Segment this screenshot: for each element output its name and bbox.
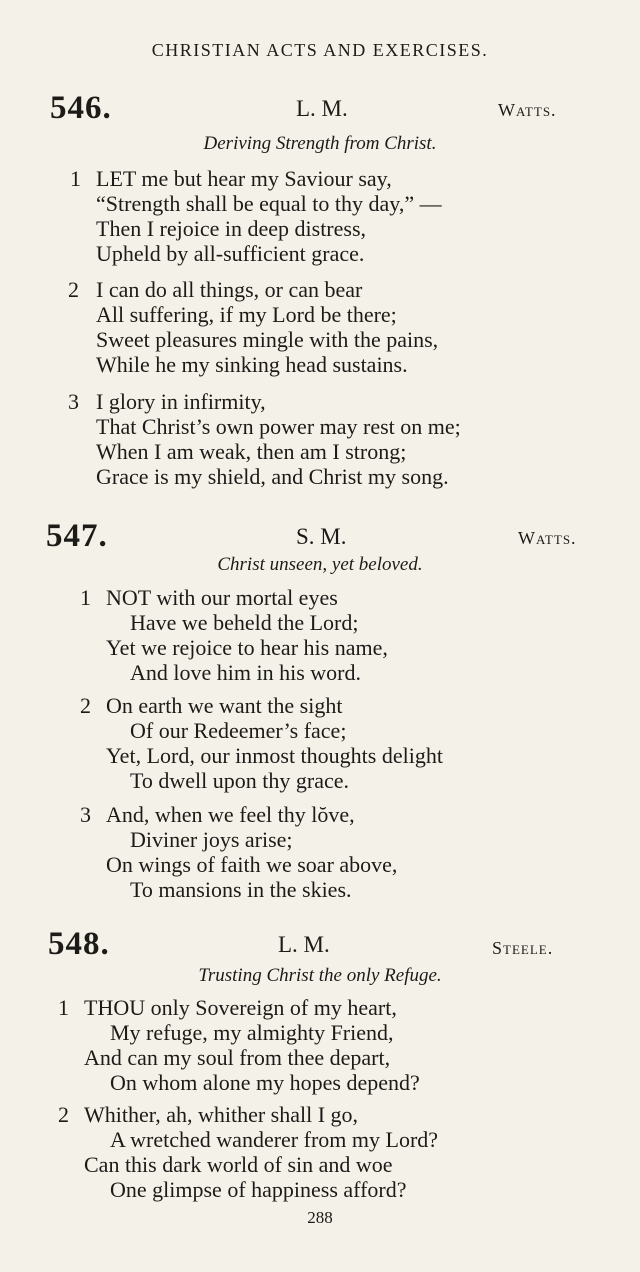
verse-line: When I am weak, then am I strong; xyxy=(96,439,407,464)
verse-line: To mansions in the skies. xyxy=(130,877,352,902)
verse-line: All suffering, if my Lord be there; xyxy=(96,302,397,327)
hymn-header xyxy=(0,518,640,554)
hymn-header xyxy=(0,926,640,962)
hymn-author: Steele. xyxy=(492,938,554,958)
verse-line: And love him in his word. xyxy=(130,660,361,685)
verse-number: 1 xyxy=(80,585,91,610)
verse-number: 2 xyxy=(58,1102,69,1127)
verse-number: 2 xyxy=(68,277,79,302)
verse-line: Have we beheld the Lord; xyxy=(130,610,359,635)
hymn-header xyxy=(0,90,640,126)
hymn-number: 546. xyxy=(50,90,112,126)
verse-line: “Strength shall be equal to thy day,” — xyxy=(96,191,442,216)
hymn-author: Watts. xyxy=(498,100,557,120)
verse-line: On earth we want the sight xyxy=(106,693,343,718)
verse-line: Sweet pleasures mingle with the pains, xyxy=(96,327,439,352)
verse-line: Whither, ah, whither shall I go, xyxy=(84,1102,359,1127)
hymn-meter: L. M. xyxy=(278,932,330,957)
hymn-number: 547. xyxy=(46,518,108,554)
verse-line: Yet we rejoice to hear his name, xyxy=(106,635,388,660)
hymn-title: Christ unseen, yet beloved. xyxy=(217,554,423,575)
verse-line: I glory in infirmity, xyxy=(96,389,266,414)
verse-line: On wings of faith we soar above, xyxy=(106,852,398,877)
verse-line: Can this dark world of sin and woe xyxy=(84,1152,393,1177)
verse-line: My refuge, my almighty Friend, xyxy=(110,1020,394,1045)
verse-line: THOU only Sovereign of my heart, xyxy=(84,995,397,1020)
verse-line: NOT with our mortal eyes xyxy=(106,585,338,610)
verse-line: I can do all things, or can bear xyxy=(96,277,363,302)
verse-line: Of our Redeemer’s face; xyxy=(130,718,347,743)
verse-line: One glimpse of happiness afford? xyxy=(110,1177,407,1202)
verse-line: Upheld by all-sufficient grace. xyxy=(96,241,365,266)
running-head: CHRISTIAN ACTS AND EXERCISES. xyxy=(151,40,489,60)
verse-line: LET me but hear my Saviour say, xyxy=(96,166,392,191)
verse-line: And can my soul from thee depart, xyxy=(84,1045,391,1070)
hymn-author: Watts. xyxy=(518,528,577,548)
page-number: 288 xyxy=(307,1208,333,1227)
verse-line: Diviner joys arise; xyxy=(130,827,293,852)
verse-line: Grace is my shield, and Christ my song. xyxy=(96,464,449,489)
verse-line: Then I rejoice in deep distress, xyxy=(96,216,367,241)
verse-line: Yet, Lord, our inmost thoughts delight xyxy=(106,743,443,768)
verse-number: 1 xyxy=(58,995,69,1020)
hymn-number: 548. xyxy=(48,926,110,962)
verse-line: A wretched wanderer from my Lord? xyxy=(110,1127,439,1152)
verse-number: 2 xyxy=(80,693,91,718)
hymn-title: Trusting Christ the only Refuge. xyxy=(198,965,442,986)
verse-number: 1 xyxy=(70,166,81,191)
verse-line: While he my sinking head sustains. xyxy=(96,352,408,377)
hymn-meter: L. M. xyxy=(296,96,348,121)
verse-line: That Christ’s own power may rest on me; xyxy=(96,414,461,439)
verse-line: On whom alone my hopes depend? xyxy=(110,1070,420,1095)
verse-line: And, when we feel thy lŏve, xyxy=(106,802,355,827)
verse-line: To dwell upon thy grace. xyxy=(130,768,350,793)
hymn-title: Deriving Strength from Christ. xyxy=(203,133,437,154)
hymn-meter: S. M. xyxy=(296,524,347,549)
verse-number: 3 xyxy=(68,389,79,414)
verse-number: 3 xyxy=(80,802,91,827)
